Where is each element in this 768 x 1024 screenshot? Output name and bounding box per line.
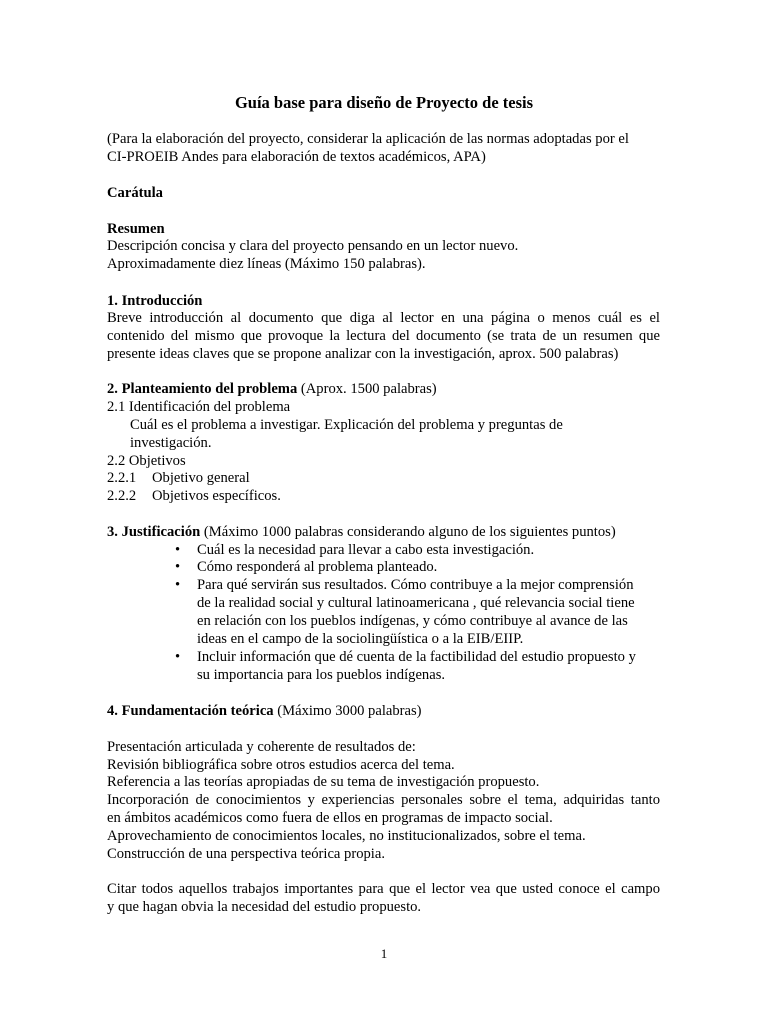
- introduccion-heading: 1. Introducción: [107, 293, 203, 309]
- fundamentacion-line: en ámbitos académicos como fuera de ellos en programas de impacto social.: [107, 810, 553, 826]
- fundamentacion-line: Construcción de una perspectiva teórica propia.: [107, 846, 385, 862]
- fundamentacion-line: Referencia a las teorías apropiadas de su tema de investigación propuesto.: [107, 774, 540, 790]
- bullet-item-text: de la realidad social y cultural latinoamericana , qué relevancia social tiene: [197, 595, 635, 611]
- identificacion-line: investigación.: [130, 435, 212, 451]
- resumen-line: Descripción concisa y clara del proyecto pensando en un lector nuevo.: [107, 238, 519, 254]
- planteamiento-note: (Aprox. 1500 palabras): [297, 381, 437, 397]
- bullet-item-text: su importancia para los pueblos indígenas.: [197, 667, 446, 683]
- fundamentacion-line: Aprovechamiento de conocimientos locales, no institucionalizados, sobre el tema.: [107, 828, 586, 844]
- planteamiento-heading: 2. Planteamiento del problema: [107, 381, 298, 397]
- resumen-line: Aproximadamente diez líneas (Máximo 150 palabras).: [107, 256, 426, 272]
- intro-note-line: (Para la elaboración del proyecto, considerar la aplicación de las normas adoptadas por el: [107, 131, 629, 147]
- fundamentacion-line: Revisión bibliográfica sobre otros estudios acerca del tema.: [107, 757, 455, 773]
- caratula-heading: Carátula: [107, 185, 163, 201]
- bullet-item-text: ideas en el campo de la sociolingüística o a la EIB/EIIP.: [197, 631, 524, 647]
- objetivo-general-number: 2.2.1: [107, 470, 137, 486]
- objetivos-especificos-label: Objetivos específicos.: [152, 488, 281, 504]
- justificacion-note: (Máximo 1000 palabras considerando alguno de los siguientes puntos): [200, 524, 616, 540]
- bullet-item-text: Cómo responderá al problema planteado.: [197, 559, 438, 575]
- introduccion-line: presente ideas claves que se propone analizar con la investigación, aprox. 500 palabras): [107, 346, 619, 362]
- bullet-item-text: Cuál es la necesidad para llevar a cabo esta investigación.: [197, 542, 535, 558]
- resumen-heading: Resumen: [107, 221, 165, 237]
- justificacion-heading-line: [107, 523, 616, 541]
- fundamentacion-heading: 4. Fundamentación teórica: [107, 703, 274, 719]
- fundamentacion-note: (Máximo 3000 palabras): [273, 703, 422, 719]
- bullet-item-text: en relación con los pueblos indígenas, y cómo contribuye al avance de las: [197, 613, 628, 629]
- objetivos-especificos-number: 2.2.2: [107, 488, 137, 504]
- bullet-item-text: Incluir información que dé cuenta de la factibilidad del estudio propuesto y: [197, 649, 636, 665]
- identificacion-line: Cuál es el problema a investigar. Explicación del problema y preguntas de: [130, 417, 563, 433]
- bullet-marker: •: [175, 577, 181, 593]
- closing-line: y que hagan obvia la necesidad del estudio propuesto.: [107, 899, 422, 915]
- identificacion-subheading: 2.1 Identificación del problema: [107, 399, 291, 415]
- closing-line: Citar todos aquellos trabajos importantes para que el lector vea que usted conoce el campo: [107, 881, 660, 897]
- introduccion-line: Breve introducción al documento que diga al lector en una página o menos cuál es el: [107, 310, 660, 326]
- page-number: 1: [380, 946, 388, 961]
- bullet-item-text: Para qué servirán sus resultados. Cómo contribuye a la mejor comprensión: [197, 577, 634, 593]
- objetivo-general-label: Objetivo general: [152, 470, 250, 486]
- bullet-marker: •: [175, 542, 181, 558]
- objetivos-subheading: 2.2 Objetivos: [107, 453, 186, 469]
- planteamiento-heading-line: [107, 380, 437, 398]
- justificacion-heading: 3. Justificación: [107, 524, 201, 540]
- fundamentacion-line: Incorporación de conocimientos y experiencias personales sobre el tema, adquiridas tanto: [107, 792, 660, 808]
- intro-note-line: CI-PROEIB Andes para elaboración de textos académicos, APA): [107, 149, 486, 165]
- document-title: Guía base para diseño de Proyecto de tesis: [234, 93, 534, 112]
- bullet-marker: •: [175, 559, 181, 575]
- fundamentacion-line: Presentación articulada y coherente de resultados de:: [107, 739, 416, 755]
- bullet-marker: •: [175, 649, 181, 665]
- fundamentacion-heading-line: [107, 702, 422, 720]
- introduccion-line: contenido del mismo que provoque la lectura del documento (se trata de un resumen que: [107, 328, 660, 344]
